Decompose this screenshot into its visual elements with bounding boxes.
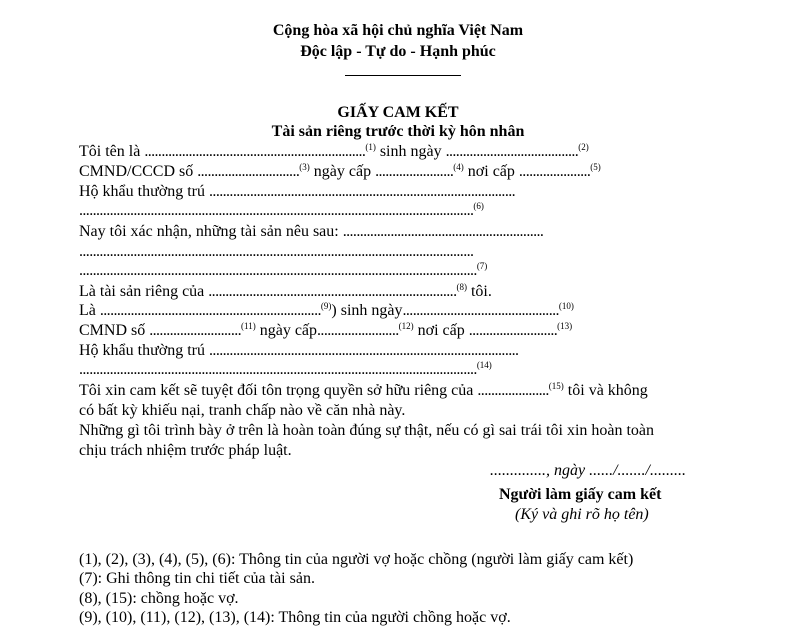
signature-date-line: .............., ngày ....../......./......... [490, 462, 686, 479]
ref-9: (9) [320, 301, 332, 311]
blank-residence-cont: .................................................................................................................... [79, 202, 474, 219]
blank-issue-place: ..................... [518, 163, 591, 180]
line-no-dispute: có bất kỳ khiếu nại, tranh chấp nào về căn nhà này. [79, 402, 406, 419]
label-id-number: CMND/CCCD số [79, 163, 198, 180]
line-id [79, 163, 601, 181]
ref-7: (7) [476, 261, 488, 271]
document-title: GIẤY CAM KẾT [337, 104, 459, 121]
label-spouse-birth: ) sinh ngày [331, 302, 403, 319]
label-spouse-issue-place: nơi cấp [413, 322, 469, 339]
ref-13: (13) [557, 321, 573, 331]
ref-6: (6) [473, 201, 484, 211]
ref-8: (8) [456, 282, 467, 292]
ref-3: (3) [299, 162, 310, 172]
blank-spouse-issue-date: ........................ [317, 322, 399, 339]
blank-spouse-issue-place: .......................... [468, 322, 558, 339]
blank-assets-cont-1: .................................................................................................................... [79, 243, 474, 260]
label-assets: Nay tôi xác nhận, những tài sản nêu sau: [79, 223, 343, 240]
line-owner [79, 283, 492, 301]
line-assets-cont-2 [79, 262, 487, 280]
ref-2: (2) [578, 142, 589, 152]
note-2: (7): Ghi thông tin chi tiết của tài sản. [79, 570, 315, 587]
ref-4: (4) [453, 162, 464, 172]
ref-11: (11) [241, 321, 256, 331]
ref-5: (5) [590, 162, 601, 172]
blank-assets-cont-2: ..................................................................................................................... [79, 262, 477, 279]
line-truth: Những gì tôi trình bày ở trên là hoàn toàn đúng sự thật, nếu có gì sai trái tôi xin hoàn toàn [79, 422, 655, 439]
signature-note: (Ký và ghi rõ họ tên) [515, 506, 649, 523]
ref-1: (1) [365, 142, 376, 152]
blank-id-number: .............................. [197, 163, 300, 180]
blank-residence: .......................................................................................... [209, 183, 516, 200]
label-owner: Là tài sản riêng của [79, 283, 209, 300]
label-birth-date: sinh ngày [375, 143, 446, 160]
line-responsibility: chịu trách nhiệm trước pháp luật. [79, 442, 292, 459]
blank-spouse-name: ................................................................. [99, 302, 321, 319]
note-1: (1), (2), (3), (4), (5), (6): Thông tin của người vợ hoặc chồng (người làm giấy cam kết) [79, 551, 634, 568]
note-3: (8), (15): chồng hoặc vợ. [79, 590, 239, 607]
ref-10: (10) [558, 301, 574, 311]
line-assets-cont-1 [79, 243, 473, 261]
line-assets [79, 223, 543, 241]
line-residence [79, 183, 515, 201]
line-spouse-residence-cont [79, 361, 492, 379]
label-spouse-id: CMND số [79, 322, 150, 339]
blank-owner: ......................................................................... [208, 283, 457, 300]
line-name [79, 143, 589, 161]
line-spouse-id [79, 322, 572, 340]
signature-role: Người làm giấy cam kết [499, 486, 662, 503]
note-4: (9), (10), (11), (12), (13), (14): Thông tin của người chồng hoặc vợ. [79, 609, 511, 626]
label-spouse-issue-date: ngày cấp [255, 322, 318, 339]
label-issue-place: nơi cấp [463, 163, 519, 180]
label-commit-end: tôi và không [563, 382, 648, 399]
ref-12: (12) [398, 321, 414, 331]
header-line-2: Độc lập - Tự do - Hạnh phúc [300, 43, 496, 60]
blank-spouse-id: ........................... [149, 322, 242, 339]
document-subtitle: Tài sản riêng trước thời kỳ hôn nhân [271, 123, 525, 140]
blank-spouse-birth: .............................................. [402, 302, 559, 319]
ref-15: (15) [548, 381, 564, 391]
label-me: tôi. [466, 283, 492, 300]
label-spouse: Là [79, 302, 100, 319]
label-spouse-residence: Hộ khẩu thường trú [79, 342, 210, 359]
line-spouse [79, 302, 574, 320]
ref-14: (14) [476, 360, 492, 370]
header-divider [345, 75, 461, 76]
header-line-1: Cộng hòa xã hội chủ nghĩa Việt Nam [272, 22, 524, 39]
line-spouse-residence [79, 342, 518, 360]
blank-issue-date: ....................... [375, 163, 454, 180]
label-residence: Hộ khẩu thường trú [79, 183, 210, 200]
line-residence-cont [79, 202, 484, 220]
label-commit: Tôi xin cam kết sẽ tuyệt đối tôn trọng quyền sở hữu riêng của [79, 382, 478, 399]
blank-commit-owner: ..................... [477, 382, 549, 399]
label-issue-date: ngày cấp [309, 163, 376, 180]
blank-assets: ........................................................... [342, 223, 544, 240]
blank-spouse-residence-cont: ..................................................................................................................... [79, 361, 477, 378]
line-commit [79, 382, 648, 400]
label-name: Tôi tên là [79, 143, 145, 160]
blank-name: ................................................................. [144, 143, 366, 160]
blank-birth-date: ....................................... [445, 143, 579, 160]
blank-spouse-residence: ........................................................................................... [209, 342, 519, 359]
